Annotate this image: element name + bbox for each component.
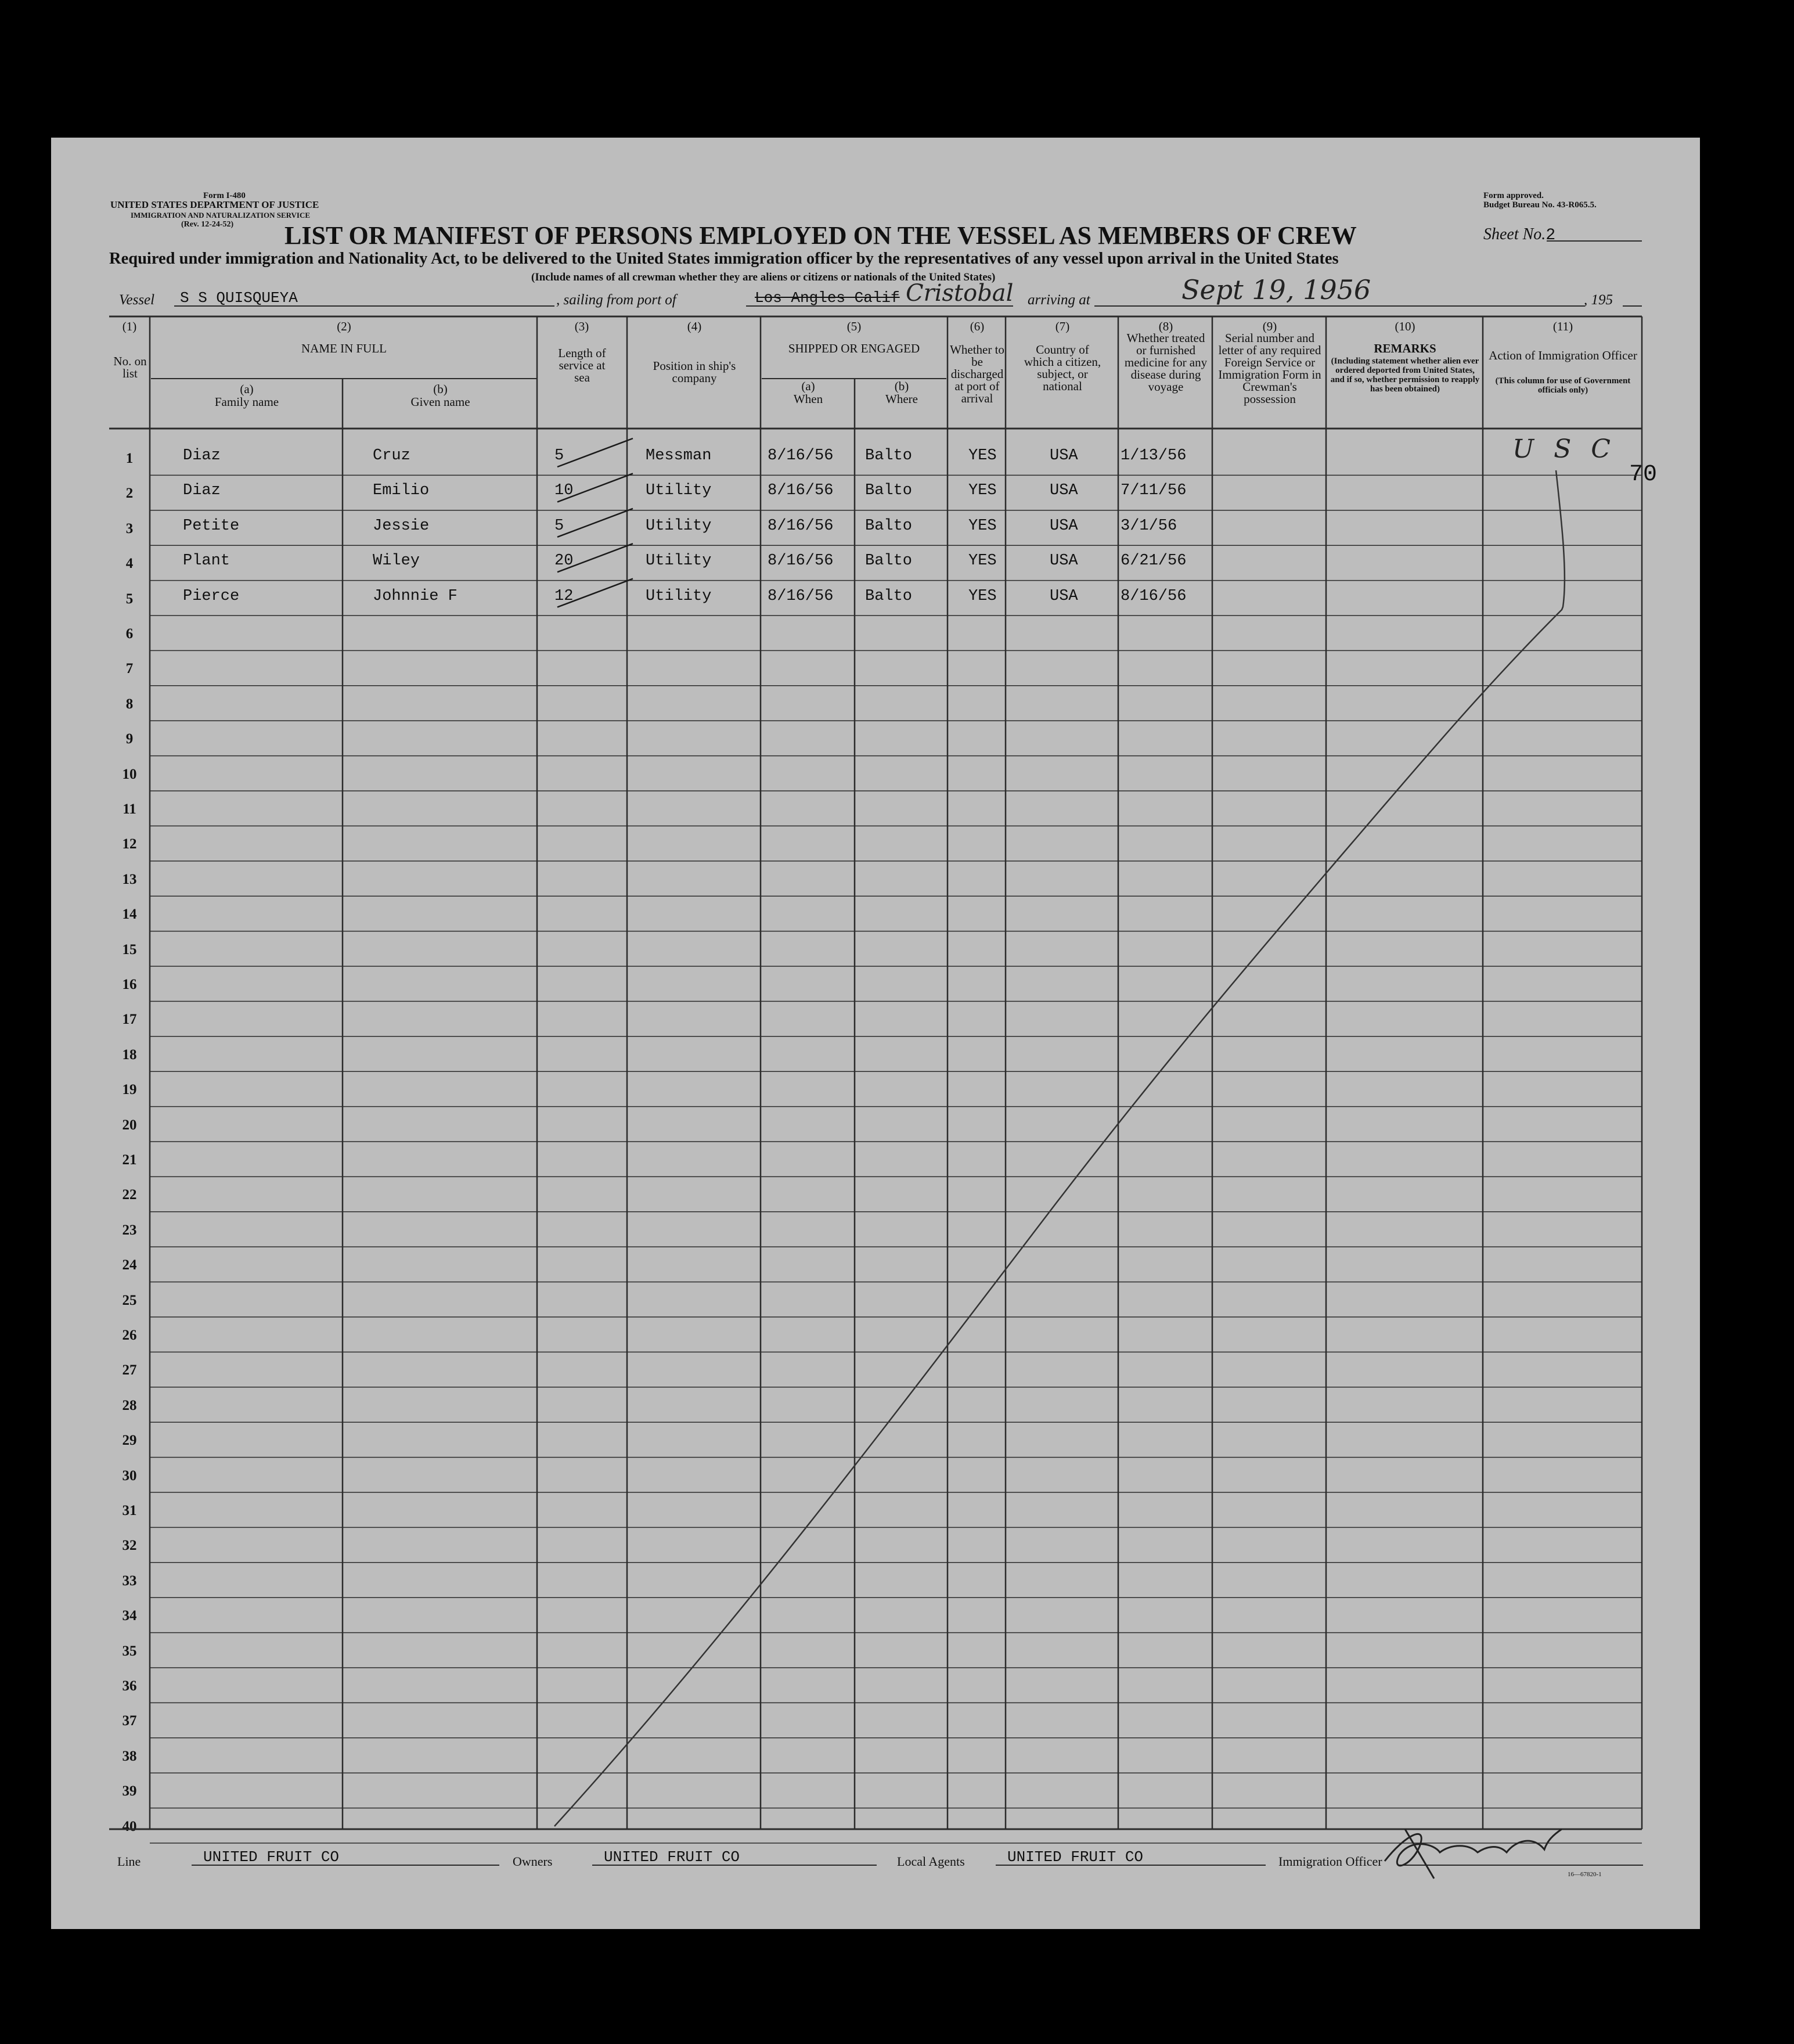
sailing-port-handwritten: Cristobal (906, 280, 1014, 307)
form-number: Form I-480 (203, 191, 246, 200)
cell-medicine: 3/1/56 (1121, 517, 1177, 535)
owners-value: UNITED FRUIT CO (604, 1848, 740, 1866)
cell-where: Balto (865, 447, 913, 465)
cell-country: USA (1050, 587, 1078, 605)
service-strike-mark (557, 544, 633, 572)
cell-where: Balto (865, 587, 913, 605)
cell-family: Pierce (183, 587, 240, 605)
cell-position: Messman (646, 447, 712, 465)
col5b-number: (b) (894, 379, 909, 393)
cell-family: Diaz (183, 447, 221, 465)
col1-number: (1) (122, 319, 137, 333)
row-number: 28 (122, 1397, 137, 1413)
approval-line-2: Budget Bureau No. 43-R065.5. (1483, 200, 1597, 210)
pencil-cancel-line (554, 470, 1565, 1826)
col4-label: Position in ship's company (653, 359, 736, 385)
agents-value: UNITED FRUIT CO (1007, 1848, 1144, 1866)
owners-label: Owners (513, 1854, 553, 1869)
row-number: 30 (122, 1467, 137, 1484)
form-subtitle: Required under immigration and Nationality Act, to be delivered to the United States immigration officer by the representatives of any vessel upon arrival in the United States (109, 250, 1339, 268)
form-note: (Include names of all crewman whether they are aliens or citizens or nationals of the United States) (531, 271, 996, 283)
cell-position: Utility (646, 587, 712, 605)
col10-number: (10) (1395, 319, 1415, 333)
cell-discharged: YES (968, 447, 997, 465)
sheet-number-label: Sheet No.2 (1483, 225, 1556, 244)
row-number: 36 (122, 1678, 137, 1694)
department-name: UNITED STATES DEPARTMENT OF JUSTICE (110, 199, 319, 210)
row-number: 18 (122, 1046, 137, 1063)
col5a-label: When (793, 392, 823, 406)
col11-label: Action of Immigration Officer (1489, 348, 1637, 362)
cell-medicine: 8/16/56 (1121, 587, 1187, 605)
officer-mark: U S C (1512, 434, 1616, 464)
cell-position: Utility (646, 482, 712, 500)
row-number: 19 (122, 1082, 137, 1098)
approval-line-1: Form approved. (1483, 191, 1544, 200)
col3-label: Length of service at sea (558, 346, 606, 384)
row-number: 7 (125, 661, 134, 677)
col7-number: (7) (1055, 319, 1070, 333)
cell-discharged: YES (968, 482, 997, 500)
row-number: 37 (122, 1713, 137, 1729)
cell-when: 8/16/56 (768, 447, 834, 465)
col10-label: REMARKS (1374, 341, 1436, 355)
cell-discharged: YES (968, 552, 997, 570)
col9-label: Serial number and letter of any required Foreign Service or Immigration Form in Crewman's possession (1218, 331, 1321, 406)
col10-note: (Including statement whether alien ever ordered deported from United States, and if so, whether permission to reapply has been obtained) (1330, 357, 1480, 394)
row-number: 2 (125, 485, 134, 502)
row-number: 35 (122, 1643, 137, 1659)
cell-when: 8/16/56 (768, 552, 834, 570)
cell-where: Balto (865, 517, 913, 535)
row-number: 12 (122, 836, 137, 852)
row-number: 26 (122, 1327, 137, 1343)
row-number: 17 (122, 1012, 137, 1028)
cell-medicine: 1/13/56 (1121, 447, 1187, 465)
page-title: LIST OR MANIFEST OF PERSONS EMPLOYED ON THE VESSEL AS MEMBERS OF CREW (284, 221, 1357, 250)
row-number: 31 (122, 1503, 137, 1518)
cell-where: Balto (865, 482, 913, 500)
arriving-label: arriving at (1028, 292, 1090, 308)
row-number: 38 (122, 1748, 137, 1764)
col8-label: Whether treated or furnished medicine for any disease during voyage (1124, 331, 1208, 394)
row-number: 9 (125, 731, 134, 747)
col2a-number: (a) (240, 382, 254, 396)
cell-given: Johnnie F (373, 587, 457, 605)
cell-medicine: 7/11/56 (1121, 482, 1187, 500)
row-number: 23 (122, 1222, 137, 1238)
col2b-number: (b) (433, 382, 448, 396)
service-name: IMMIGRATION AND NATURALIZATION SERVICE (131, 211, 311, 219)
cell-given: Wiley (373, 552, 420, 570)
cell-medicine: 6/21/56 (1121, 552, 1187, 570)
col1-label: No. on list (113, 354, 147, 380)
cell-service: 20 (554, 552, 574, 570)
cell-given: Emilio (373, 482, 430, 500)
col4-number: (4) (687, 319, 702, 333)
row-number: 21 (122, 1152, 137, 1168)
row-number: 34 (122, 1608, 137, 1624)
row-number: 33 (122, 1572, 137, 1589)
cell-service: 5 (554, 517, 564, 535)
cell-position: Utility (646, 552, 712, 570)
col5b-label: Where (885, 392, 918, 406)
officer-signature (1385, 1829, 1562, 1879)
col2-number: (2) (337, 319, 351, 333)
row-number: 29 (122, 1433, 137, 1449)
row-number: 5 (125, 591, 134, 607)
row-number: 32 (122, 1538, 137, 1554)
col5-number: (5) (846, 319, 862, 333)
cell-country: USA (1050, 517, 1078, 535)
cell-family: Petite (183, 517, 240, 535)
service-strike-mark (557, 509, 633, 537)
col11-number: (11) (1552, 319, 1573, 333)
cell-service: 12 (554, 587, 574, 605)
row-number: 27 (122, 1362, 137, 1379)
cell-when: 8/16/56 (768, 482, 834, 500)
row-number: 6 (125, 626, 134, 642)
row-number: 13 (122, 871, 137, 887)
cell-discharged: YES (968, 587, 997, 605)
cell-country: USA (1050, 482, 1078, 500)
row-number: 25 (122, 1292, 137, 1308)
cell-family: Plant (183, 552, 230, 570)
row-number: 8 (125, 696, 134, 712)
row-number: 22 (122, 1187, 137, 1203)
officer-label: Immigration Officer (1278, 1854, 1382, 1869)
cell-given: Cruz (373, 447, 410, 465)
cell-service: 5 (554, 447, 564, 465)
col8-number: (8) (1158, 319, 1173, 333)
line-value: UNITED FRUIT CO (203, 1848, 340, 1866)
cell-discharged: YES (968, 517, 997, 535)
row-number: 1 (125, 451, 134, 466)
row-number: 14 (122, 906, 137, 923)
col2b-label: Given name (410, 395, 470, 409)
cell-when: 8/16/56 (768, 587, 834, 605)
row-number: 16 (122, 977, 137, 992)
line-label: Line (117, 1854, 141, 1869)
vessel-name: S S QUISQUEYA (180, 289, 298, 307)
cell-given: Jessie (373, 517, 430, 535)
vessel-label: Vessel (119, 292, 155, 308)
row-number: 3 (125, 520, 134, 537)
form-code: 16—67820-1 (1568, 1871, 1602, 1878)
sheet-number: 2 (1546, 226, 1556, 244)
col11-note: (This column for use of Government officials only) (1495, 376, 1631, 395)
col3-number: (3) (574, 319, 589, 333)
col9-number: (9) (1262, 319, 1277, 333)
service-strike-mark (557, 473, 633, 502)
cell-when: 8/16/56 (768, 517, 834, 535)
row-number: 39 (122, 1783, 137, 1800)
row-number: 24 (122, 1257, 137, 1273)
form-revision: (Rev. 12-24-52) (181, 220, 234, 229)
sailing-port: Los Angles Calif (755, 289, 900, 307)
col2-label: NAME IN FULL (301, 341, 387, 355)
cell-where: Balto (865, 552, 913, 570)
cell-service: 10 (554, 482, 574, 500)
year-suffix: , 195 (1584, 292, 1613, 308)
sailing-label: , sailing from port of (556, 292, 676, 308)
col5-label: SHIPPED OR ENGAGED (788, 341, 920, 355)
col5a-number: (a) (801, 379, 815, 393)
row-number: 10 (122, 766, 137, 782)
arrival-date-handwritten: Sept 19, 1956 (1181, 274, 1371, 305)
col6-label: Whether to be discharged at port of arrival (950, 343, 1004, 405)
row-number: 20 (122, 1117, 137, 1133)
service-strike-mark (557, 579, 633, 607)
cell-country: USA (1050, 447, 1078, 465)
col7-label: Country of which a citizen, subject, or national (1024, 343, 1101, 393)
cell-country: USA (1050, 552, 1078, 570)
col2a-label: Family name (214, 395, 279, 409)
margin-number: 70 (1629, 462, 1658, 488)
row-number: 11 (123, 801, 136, 817)
row-number: 40 (122, 1818, 137, 1834)
col6-number: (6) (970, 319, 985, 333)
row-number: 15 (122, 941, 137, 958)
cell-family: Diaz (183, 482, 221, 500)
service-strike-mark (557, 438, 633, 467)
row-number: 4 (125, 556, 134, 572)
agents-label: Local Agents (897, 1854, 965, 1869)
cell-position: Utility (646, 517, 712, 535)
